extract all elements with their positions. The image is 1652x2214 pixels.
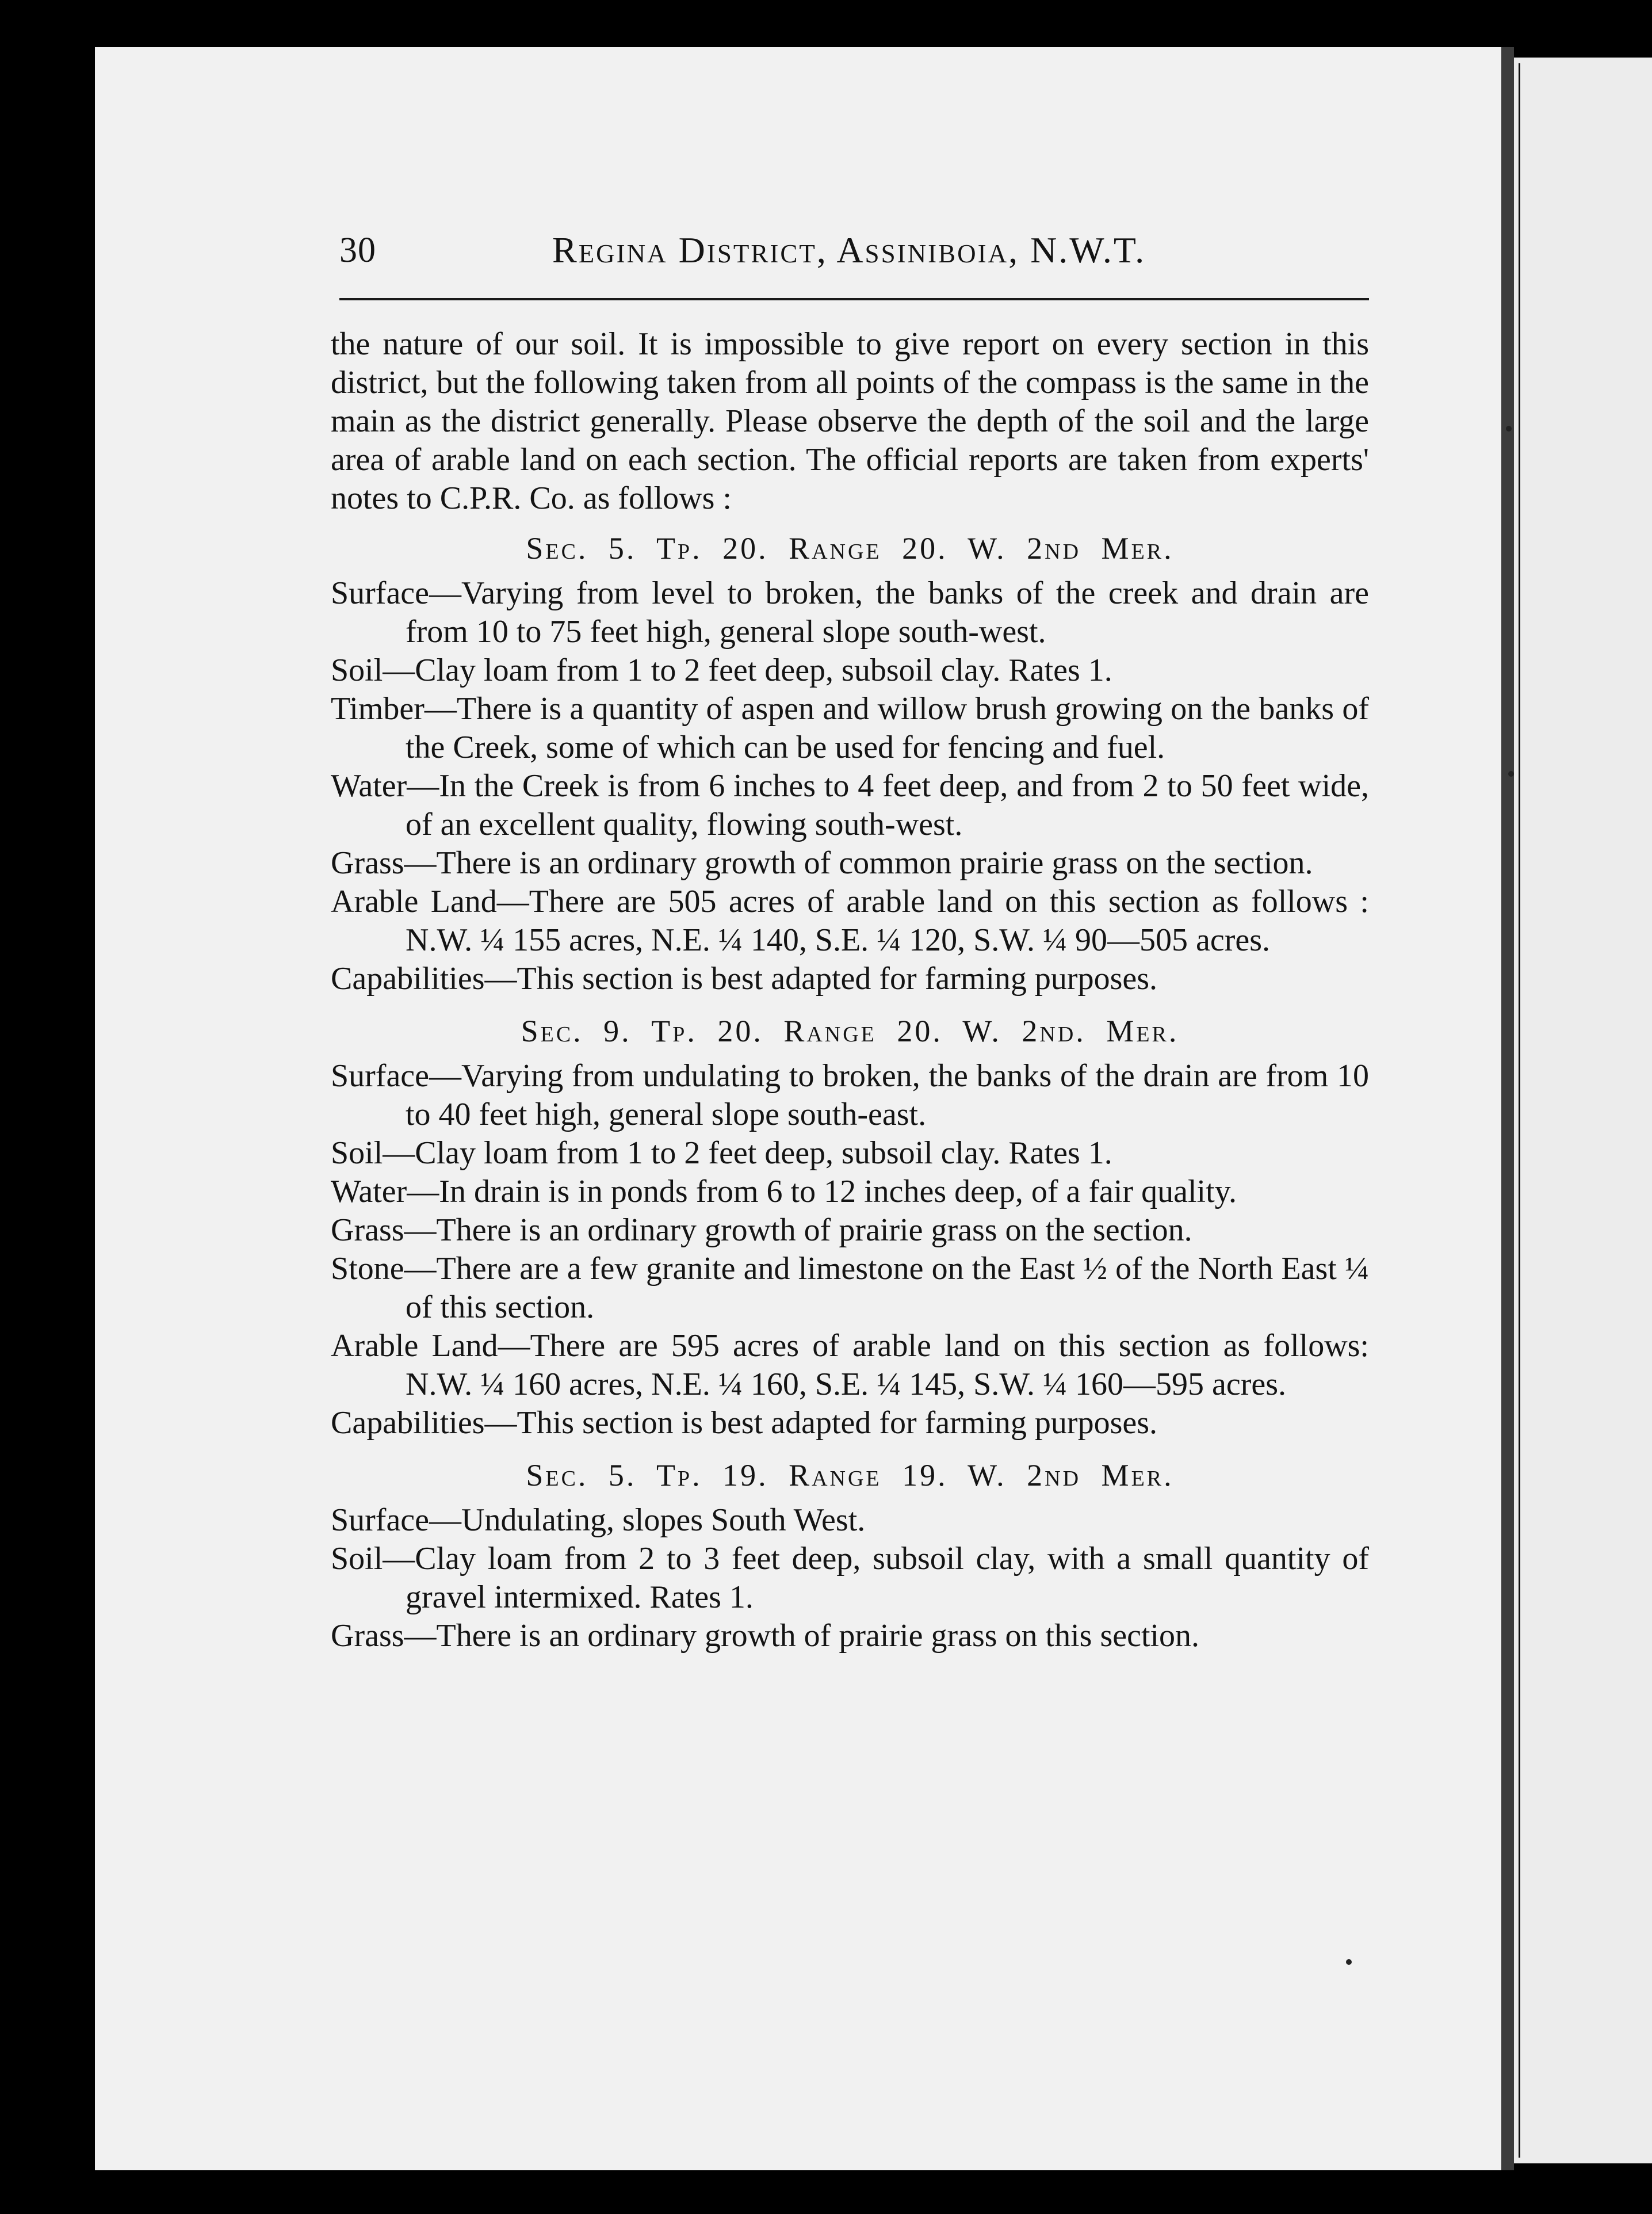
- adjacent-page-edge: [1514, 58, 1652, 2163]
- page-gutter: [1501, 47, 1514, 2170]
- section-sec9-tp20: [331, 1011, 1369, 1442]
- entry-arable-land: Arable Land—There are 595 acres of arable land on this section as follows: N.W. ¼ 160 acres, N.E. ¼ 160, S.E. ¼ 145, S.W. ¼ 160—595 acres.: [331, 1328, 1369, 1402]
- entry-capabilities: Capabilities—This section is best adapted for farming purposes.: [331, 961, 1158, 997]
- entry-grass: Grass—There is an ordinary growth of common prairie grass on the section.: [331, 845, 1313, 881]
- section-heading: Sec. 5. Tp. 19. Range 19. W. 2nd Mer.: [526, 1458, 1174, 1492]
- entry-grass: Grass—There is an ordinary growth of prairie grass on this section.: [331, 1618, 1200, 1654]
- page-title: Regina District, Assiniboia, N.W.T.: [552, 230, 1146, 270]
- entry-soil: Soil—Clay loam from 1 to 2 feet deep, subsoil clay. Rates 1.: [331, 652, 1112, 688]
- section-sec5-tp20: [331, 528, 1369, 998]
- entry-surface: Surface—Varying from undulating to broken, the banks of the drain are from 10 to 40 feet high, general slope south-east.: [331, 1058, 1369, 1132]
- entry-soil: Soil—Clay loam from 1 to 2 feet deep, subsoil clay. Rates 1.: [331, 1135, 1112, 1171]
- entry-timber: Timber—There is a quantity of aspen and willow brush growing on the banks of the Creek, some of which can be used for fencing and fuel.: [331, 691, 1369, 765]
- ink-speck: [1346, 1959, 1352, 1965]
- entry-grass: Grass—There is an ordinary growth of prairie grass on the section.: [331, 1212, 1192, 1248]
- entry-stone: Stone—There are a few granite and limestone on the East ½ of the North East ¼ of this section.: [331, 1251, 1369, 1325]
- entry-capabilities: Capabilities—This section is best adapted for farming purposes.: [331, 1405, 1158, 1441]
- intro-paragraph: the nature of our soil. It is impossible to give report on every section in this district, but the following taken from all points of the compass is the same in the main as the district generally. Please observe the depth of the soil and the large area of arable land on each section. The official reports are taken from experts' notes to C.P.R. Co. as follows :: [331, 326, 1369, 516]
- entry-surface: Surface—Undulating, slopes South West.: [331, 1502, 866, 1538]
- entry-surface: Surface—Varying from level to broken, the banks of the creek and drain are from 10 to 75 feet high, general slope south-west.: [331, 575, 1369, 650]
- section-sec5-tp19: [331, 1455, 1369, 1655]
- entry-arable-land: Arable Land—There are 505 acres of arable land on this section as follows : N.W. ¼ 155 acres, N.E. ¼ 140, S.E. ¼ 120, S.W. ¼ 90—505 acres.: [331, 884, 1369, 958]
- page-edge-mark: [1508, 771, 1514, 777]
- header-rule: [339, 298, 1369, 300]
- page-edge-mark: [1506, 426, 1512, 432]
- section-heading: Sec. 5. Tp. 20. Range 20. W. 2nd Mer.: [526, 531, 1174, 566]
- adjacent-page-rule: [1519, 63, 1520, 2158]
- entry-water: Water—In drain is in ponds from 6 to 12 inches deep, of a fair quality.: [331, 1174, 1237, 1209]
- running-head: [339, 224, 1369, 288]
- section-heading: Sec. 9. Tp. 20. Range 20. W. 2nd. Mer.: [521, 1014, 1179, 1048]
- body-text: [331, 325, 1369, 1668]
- entry-water: Water—In the Creek is from 6 inches to 4 feet deep, and from 2 to 50 feet wide, of an excellent quality, flowing south-west.: [331, 768, 1369, 842]
- page-number: 30: [339, 231, 376, 270]
- entry-soil: Soil—Clay loam from 2 to 3 feet deep, subsoil clay, with a small quantity of gravel intermixed. Rates 1.: [331, 1541, 1369, 1615]
